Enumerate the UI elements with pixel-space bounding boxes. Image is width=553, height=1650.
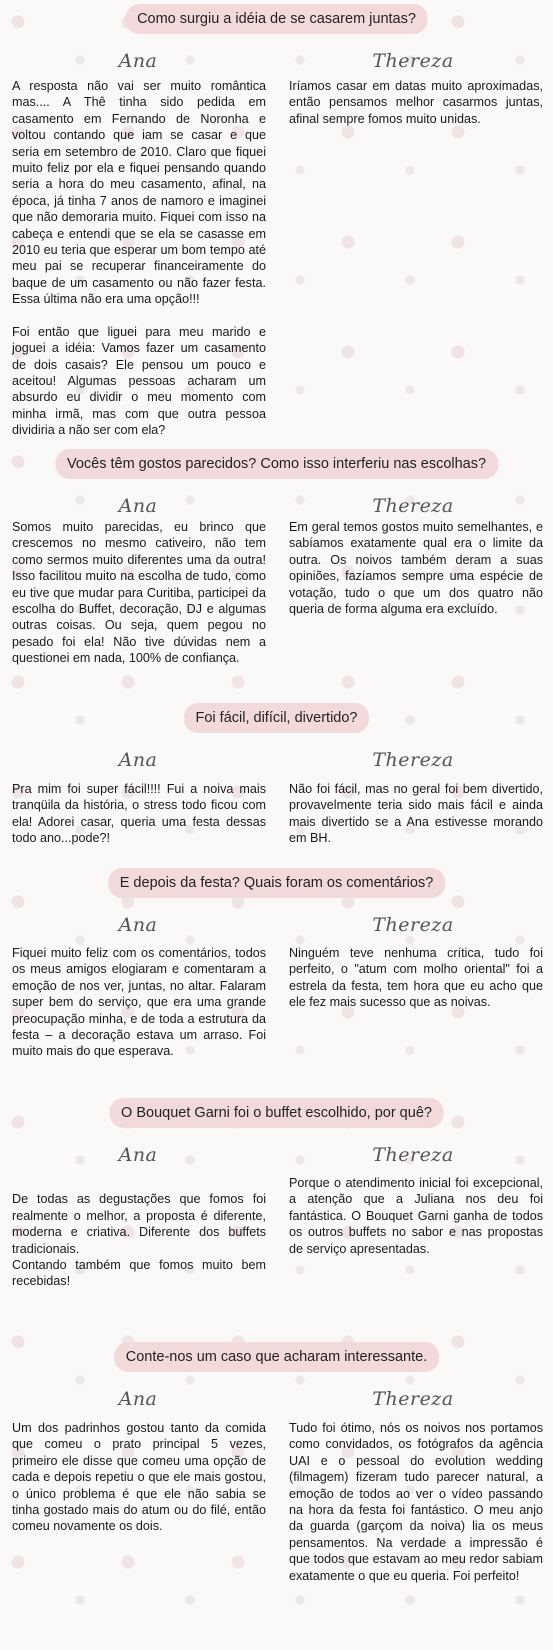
answer-paragraph: Fiquei muito feliz com os comentários, todos os meus amigos elogiaram e comentaram a emoção de nos ver, juntas, no altar. Falaram super bem do serviço, que era uma grande preocupação minha, e de toda a estrutura da festa – a decoração estava um arraso. Foi muito mais do que esperava. [12,946,266,1059]
answer-paragraph: De todas as degustações que fomos foi realmente o melhor, a proposta é diferente, moderna e criativa. Diferente dos buffets tradicionais. Contando também que fomos muito bem recebidas! [12,1192,266,1289]
answer-paragraph: A resposta não vai ser muito romântica mas.... A Thê tinha sido pedida em casamento em Fernando de Noronha e voltou contando que iam se casar e que seria em setembro de 2010. Claro que fiquei muito feliz por ela e fiquei pensando quando seria a hora do meu casamento, afinal, na época, já tinha 7 anos de namoro e imaginei que não demoraria muito. Fiquei com isso na cabeça e entendi que se ela se casasse em 2010 eu teria que esperar um bom tempo até meu pai se recuperar financeiramente do baque de um casamento ou não fazer festa. Essa última não era uma opção!!! [12,79,266,307]
answer-thereza [289,945,543,1027]
answer-paragraph: Em geral temos gostos muito semelhantes, e sabíamos exatamente qual era o limite da outra. Os noivos também deram a suas opiniões, fazíamos sempre uma espécie de votação, tudo o que um dos quatro não queria de forma alguma era excluído. [289,520,543,617]
question-heading: Vocês têm gostos parecidos? Como isso interferiu nas escolhas? [55,449,498,479]
respondent-name-thereza: Thereza [372,495,454,517]
respondent-name-thereza: Thereza [372,50,454,72]
answer-thereza [289,1420,543,1600]
answer-paragraph: Somos muito parecidas, eu brinco que crescemos no mesmo cativeiro, não tem como sermos muito diferentes uma da outra! Isso facilitou muito na escolha de tudo, como eu tive que mudar para Curitiba, participei da escolha do Buffet, decoração, DJ e algumas outras coisas. Ou seja, quem pegou no pesado foi ela! Não tive dúvidas nem a questionei em nada, 100% de confiança. [12,520,266,666]
question-heading: E depois da festa? Quais foram os comentários? [108,868,446,898]
section-3 [0,703,553,863]
answer-ana [12,1420,266,1551]
respondent-name-thereza: Thereza [372,749,454,771]
answer-paragraph: Não foi fácil, mas no geral foi bem divertido, provavelmente teria sido mais fácil e ainda mais divertido se a Ana estivesse morando em BH. [289,782,543,846]
answer-paragraph: Um dos padrinhos gostou tanto da comida que comeu o prato principal 5 vezes, primeiro ele disse que comeu uma opção de cada e depois repetiu o que ele mais gostou, o único problema é que ele não sabia se tinha gostado mais do atum ou do filé, então comeu novamente os dois. [12,1421,266,1534]
question-heading: Como surgiu a idéia de se casarem juntas? [125,4,428,34]
section-2 [0,449,553,689]
answer-thereza [289,519,543,633]
answer-thereza [289,78,543,143]
answer-ana [12,519,266,683]
answer-paragraph: Porque o atendimento inicial foi excepcional, a atenção que a Juliana nos deu foi fantástica. O Bouquet Garni ganha de todos os outros buffets no sabor e nas propostas de serviço apresentadas. [289,1176,543,1256]
respondent-name-ana: Ana [118,749,158,771]
answer-thereza [289,781,543,863]
answer-ana [12,1175,266,1322]
answer-paragraph: Pra mim foi super fácil!!!! Fui a noiva mais tranqüila da história, o stress todo ficou com ela! Adorei casar, queria uma festa dessas todo ano...pode?! [12,782,266,846]
section-6 [0,1342,553,1642]
section-1 [0,4,553,444]
section-4 [0,868,553,1088]
answer-paragraph: Foi então que liguei para meu marido e joguei a idéia: Vamos fazer um casamento de dois casais? Ele pensou um pouco e aceitou! Algumas pessoas acharam um absurdo eu dividir o meu momento com minha irmã, mas com que outra pessoa dividiria a não ser com ela? [12,324,266,438]
respondent-name-thereza: Thereza [372,1388,454,1410]
answer-paragraph: Iríamos casar em datas muito aproximadas, então pensamos melhor casarmos juntas, afinal sempre fomos muito unidas. [289,79,543,126]
answer-paragraph: Tudo foi ótimo, nós os noivos nos portamos como convidados, os fotógrafos da agência UAI e o pessoal do evolution wedding (filmagem) fizeram tudo parecer natural, a emoção de todos ao ver o vídeo passando na hora da festa foi fantástico. O meu anjo da guarda (garçom da noiva) lia os meus pensamentos. Na verdade a impressão é que todos que estavam ao meu redor sabiam exatamente o que eu queria. Foi perfeito! [289,1421,543,1583]
respondent-name-ana: Ana [118,495,158,517]
question-heading: Conte-nos um caso que acharam interessante. [114,1342,439,1372]
answer-ana [12,78,266,455]
respondent-name-ana: Ana [118,1388,158,1410]
respondent-name-ana: Ana [118,914,158,936]
answer-paragraph: Ninguém teve nenhuma crítica, tudo foi perfeito, o "atum com molho oriental" foi a estrela da festa, tem hora que eu acho que ele fez mais sucesso que as noivas. [289,946,543,1010]
question-heading: O Bouquet Garni foi o buffet escolhido, por quê? [109,1098,444,1128]
section-5 [0,1098,553,1328]
respondent-name-thereza: Thereza [372,1144,454,1166]
question-heading: Foi fácil, difícil, divertido? [184,703,370,733]
answer-thereza [289,1175,543,1273]
respondent-name-thereza: Thereza [372,914,454,936]
respondent-name-ana: Ana [118,50,158,72]
answer-ana [12,781,266,863]
respondent-name-ana: Ana [118,1144,158,1166]
answer-ana [12,945,266,1076]
